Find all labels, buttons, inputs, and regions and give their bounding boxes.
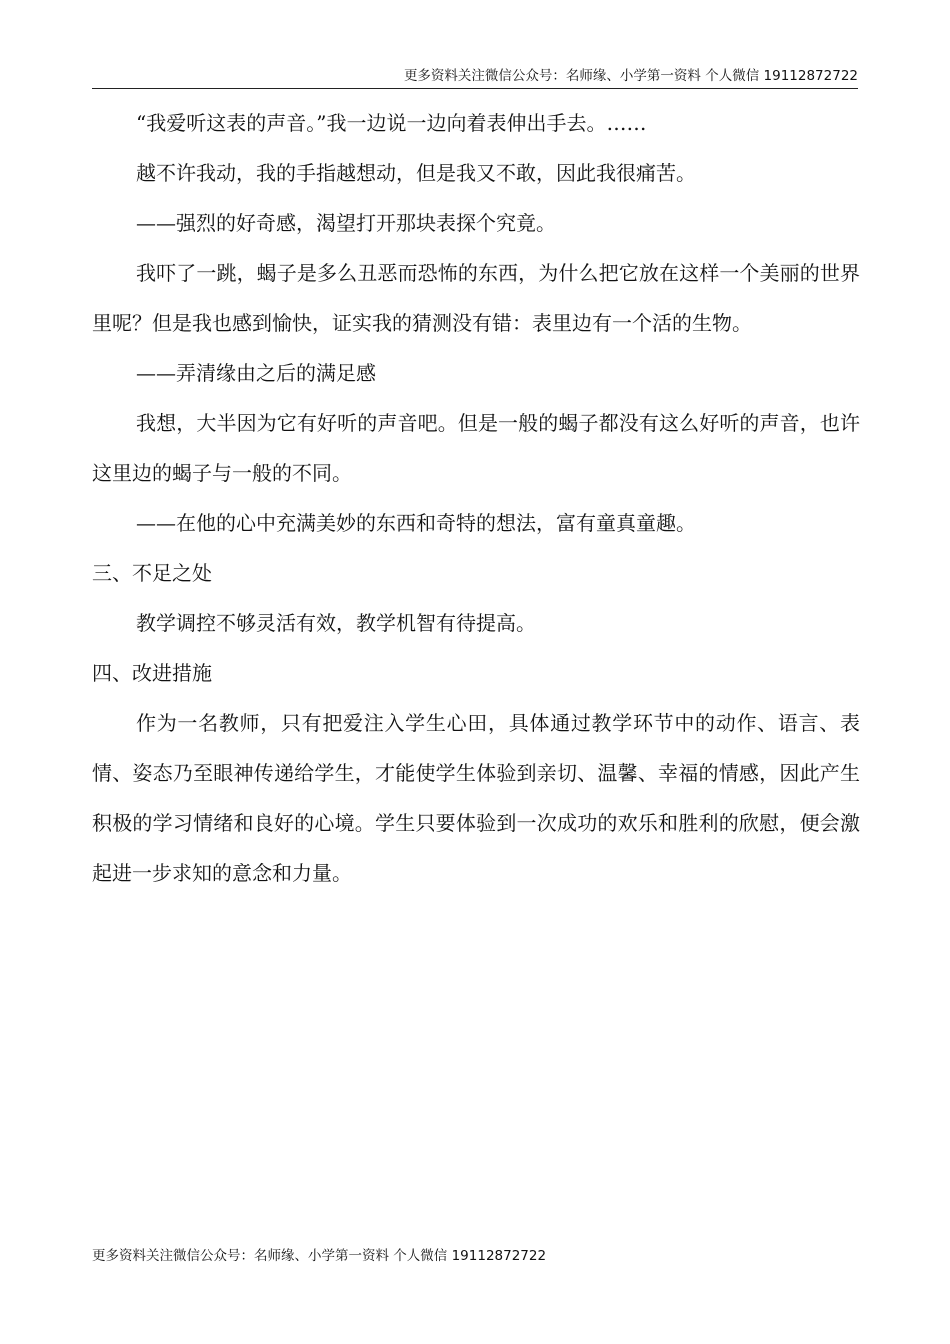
section-heading-shortcomings: 三、不足之处 <box>92 561 212 585</box>
paragraph-improvements: 作为一名教师，只有把爱注入学生心田，具体通过教学环节中的动作、语言、表情、姿态乃至眼神传递给学生，才能使学生体验到亲切、温馨、幸福的情感，因此产生积极的学习情绪和良好的心境。学生只要体验到一次成功的欢乐和胜利的欣慰，便会激起进一步求知的意念和力量。 <box>92 711 860 885</box>
paragraph-quote-2: 越不许我动，我的手指越想动，但是我又不敢，因此我很痛苦。 <box>136 161 696 185</box>
document-body <box>92 98 860 898</box>
paragraph-quote-4: 我想，大半因为它有好听的声音吧。但是一般的蝎子都没有这么好听的声音，也许这里边的蝎子与一般的不同。 <box>92 411 860 485</box>
page-header <box>92 66 858 89</box>
footer-text: 更多资料关注微信公众号：名师缘、小学第一资料 个人微信 19112872722 <box>92 1248 547 1264</box>
section-heading-improvements: 四、改进措施 <box>92 661 212 685</box>
header-text: 更多资料关注微信公众号：名师缘、小学第一资料 个人微信 19112872722 <box>403 68 858 84</box>
paragraph-comment-1: ——强烈的好奇感，渴望打开那块表探个究竟。 <box>136 211 556 235</box>
page-footer <box>92 1246 546 1266</box>
paragraph-comment-3: ——在他的心中充满美妙的东西和奇特的想法，富有童真童趣。 <box>136 511 696 535</box>
paragraph-quote-1: “我爱听这表的声音。”我一边说一边向着表伸出手去。…… <box>136 111 647 135</box>
paragraph-quote-3: 我吓了一跳，蝎子是多么丑恶而恐怖的东西，为什么把它放在这样一个美丽的世界里呢？但是我也感到愉快，证实我的猜测没有错：表里边有一个活的生物。 <box>92 261 860 335</box>
paragraph-shortcomings: 教学调控不够灵活有效，教学机智有待提高。 <box>136 611 536 635</box>
paragraph-comment-2: ——弄清缘由之后的满足感 <box>136 361 376 385</box>
